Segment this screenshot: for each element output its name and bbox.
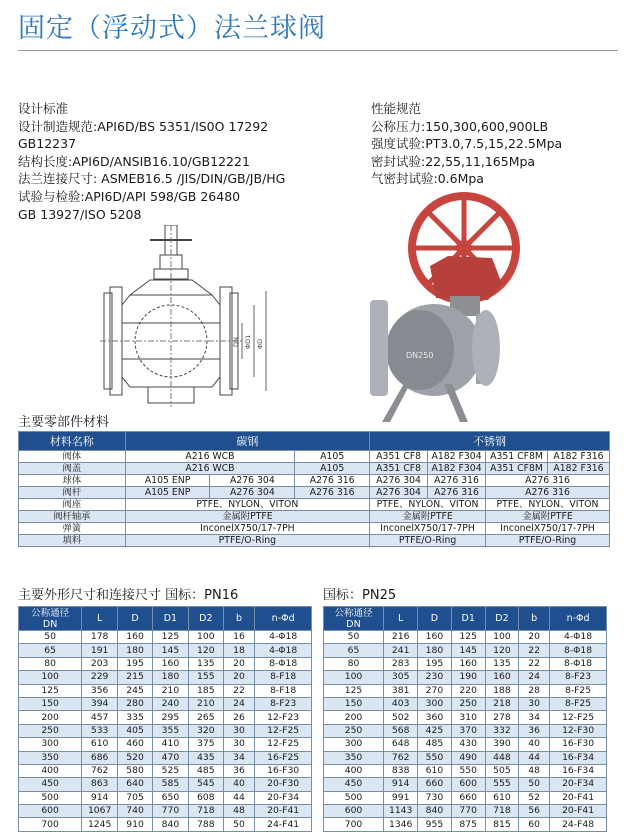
dims-heading-pn16: 主要外形尺寸和连接尺寸 国标：PN16 bbox=[18, 588, 239, 603]
standard-line: GB 13927/ISO 5208 bbox=[18, 206, 142, 222]
table-cell: 450 bbox=[19, 778, 82, 791]
table-cell: 580 bbox=[118, 764, 153, 777]
performance-line: 强度试验:PT3.0,7.5,15,22.5Mpa bbox=[371, 136, 563, 152]
drawing-label-dn: DN bbox=[232, 337, 240, 347]
table-cell: 210 bbox=[188, 697, 223, 710]
table-cell: 20 bbox=[223, 671, 255, 684]
table-cell: 240 bbox=[152, 697, 188, 710]
table-cell: 160 bbox=[152, 657, 188, 670]
table-cell: 160 bbox=[118, 631, 153, 644]
table-cell: 660 bbox=[451, 791, 485, 804]
table-cell: 160 bbox=[485, 671, 518, 684]
table-row bbox=[324, 724, 607, 737]
table-cell: 100 bbox=[485, 631, 518, 644]
table-cell: 195 bbox=[418, 657, 451, 670]
table-cell: 16-F30 bbox=[550, 738, 607, 751]
table-cell: 135 bbox=[485, 657, 518, 670]
table-cell: 36 bbox=[223, 764, 255, 777]
table-cell: 403 bbox=[384, 697, 418, 710]
table-cell: 8-F18 bbox=[255, 671, 312, 684]
table-cell: 150 bbox=[324, 697, 384, 710]
table-cell: 350 bbox=[19, 751, 82, 764]
table-cell: 65 bbox=[324, 644, 384, 657]
table-row bbox=[19, 671, 312, 684]
table-cell: 160 bbox=[418, 631, 451, 644]
table-cell: 16-F25 bbox=[255, 751, 312, 764]
table-cell: 8-F18 bbox=[255, 684, 312, 697]
table-cell: 65 bbox=[19, 644, 82, 657]
table-cell: 34 bbox=[519, 711, 550, 724]
table-cell: 12-F23 bbox=[255, 711, 312, 724]
table-cell: 863 bbox=[82, 778, 118, 791]
table-cell: 195 bbox=[118, 657, 153, 670]
table-cell: 44 bbox=[223, 791, 255, 804]
table-cell: 381 bbox=[384, 684, 418, 697]
table-cell: 120 bbox=[485, 644, 518, 657]
table-cell: 400 bbox=[324, 764, 384, 777]
table-cell: 16-F30 bbox=[255, 764, 312, 777]
table-row bbox=[324, 631, 607, 644]
table-cell: 660 bbox=[418, 778, 451, 791]
table-cell: 125 bbox=[152, 631, 188, 644]
table-cell: 610 bbox=[418, 764, 451, 777]
table-cell: 8-F23 bbox=[255, 697, 312, 710]
table-cell: 125 bbox=[324, 684, 384, 697]
table-row bbox=[19, 751, 312, 764]
table-row bbox=[324, 805, 607, 818]
table-cell: 350 bbox=[324, 751, 384, 764]
table-cell: 300 bbox=[19, 738, 82, 751]
table-cell: 400 bbox=[19, 764, 82, 777]
table-cell: 356 bbox=[82, 684, 118, 697]
table-row bbox=[19, 738, 312, 751]
table-cell: 815 bbox=[485, 818, 518, 831]
table-cell: 390 bbox=[485, 738, 518, 751]
table-cell: 12-F30 bbox=[550, 724, 607, 737]
table-cell: 120 bbox=[188, 644, 223, 657]
table-cell: 24-F41 bbox=[255, 818, 312, 831]
table-cell: 405 bbox=[118, 724, 153, 737]
table-cell: 24-F48 bbox=[550, 818, 607, 831]
table-cell: 332 bbox=[485, 724, 518, 737]
table-cell: 50 bbox=[324, 631, 384, 644]
table-cell: 8-F25 bbox=[550, 697, 607, 710]
table-cell: 230 bbox=[418, 671, 451, 684]
table-cell: 280 bbox=[118, 697, 153, 710]
table-cell: 370 bbox=[451, 724, 485, 737]
table-cell: 490 bbox=[451, 751, 485, 764]
table-row bbox=[324, 818, 607, 831]
performance-heading: 性能规范 bbox=[371, 101, 422, 116]
table-cell: 125 bbox=[451, 631, 485, 644]
table-row bbox=[19, 818, 312, 831]
table-cell: 145 bbox=[451, 644, 485, 657]
performance-specs bbox=[371, 100, 621, 188]
table-cell: 770 bbox=[152, 805, 188, 818]
table-cell: 250 bbox=[19, 724, 82, 737]
table-cell: 545 bbox=[188, 778, 223, 791]
table-cell: 505 bbox=[485, 764, 518, 777]
table-row bbox=[324, 657, 607, 670]
table-cell: 875 bbox=[451, 818, 485, 831]
table-row bbox=[324, 778, 607, 791]
table-cell: 502 bbox=[384, 711, 418, 724]
table-cell: 12-F25 bbox=[255, 738, 312, 751]
table-row bbox=[19, 724, 312, 737]
table-cell: 310 bbox=[451, 711, 485, 724]
table-row bbox=[19, 657, 312, 670]
table-cell: 40 bbox=[519, 738, 550, 751]
table-cell: 200 bbox=[324, 711, 384, 724]
design-standards-heading: 设计标准 bbox=[18, 101, 69, 116]
table-cell: 20-F30 bbox=[255, 778, 312, 791]
table-cell: 150 bbox=[19, 697, 82, 710]
table-cell: 145 bbox=[152, 644, 188, 657]
table-row bbox=[324, 738, 607, 751]
table-cell: 430 bbox=[451, 738, 485, 751]
table-cell: 533 bbox=[82, 724, 118, 737]
table-cell: 394 bbox=[82, 697, 118, 710]
table-cell: 200 bbox=[19, 711, 82, 724]
table-row bbox=[324, 671, 607, 684]
standard-line: 结构长度:API6D/ANSIB16.10/GB12221 bbox=[18, 153, 250, 169]
drawing-label-d1: ΦD1 bbox=[244, 334, 252, 349]
table-cell: 100 bbox=[324, 671, 384, 684]
table-cell: 22 bbox=[519, 644, 550, 657]
performance-line: 气密封试验:0.6Mpa bbox=[371, 171, 484, 187]
material-row: 球体 A105 ENP A276 304 A276 316 A276 304 A276 316 A276 316 bbox=[19, 475, 610, 487]
table-row bbox=[19, 697, 312, 710]
table-cell: 600 bbox=[451, 778, 485, 791]
table-cell: 12-F25 bbox=[255, 724, 312, 737]
table-cell: 1143 bbox=[384, 805, 418, 818]
table-cell: 215 bbox=[118, 671, 153, 684]
materials-table bbox=[18, 431, 610, 547]
table-cell: 305 bbox=[384, 671, 418, 684]
table-cell: 20 bbox=[223, 657, 255, 670]
table-cell: 335 bbox=[118, 711, 153, 724]
table-row bbox=[324, 764, 607, 777]
material-row: 弹簧 InconelX750/17-7PH InconelX750/17-7PH InconelX750/17-7PH bbox=[19, 523, 610, 535]
table-cell: 283 bbox=[384, 657, 418, 670]
table-cell: 500 bbox=[324, 791, 384, 804]
table-cell: 410 bbox=[152, 738, 188, 751]
table-cell: 20 bbox=[519, 631, 550, 644]
table-row bbox=[324, 751, 607, 764]
table-cell: 220 bbox=[451, 684, 485, 697]
table-cell: 585 bbox=[152, 778, 188, 791]
table-cell: 20-F41 bbox=[550, 791, 607, 804]
table-cell: 135 bbox=[188, 657, 223, 670]
table-cell: 16 bbox=[223, 631, 255, 644]
materials-heading: 主要零部件材料 bbox=[18, 415, 110, 430]
table-cell: 840 bbox=[152, 818, 188, 831]
table-cell: 188 bbox=[485, 684, 518, 697]
table-cell: 991 bbox=[384, 791, 418, 804]
table-cell: 8-Φ18 bbox=[550, 644, 607, 657]
table-cell: 216 bbox=[384, 631, 418, 644]
table-row bbox=[19, 805, 312, 818]
material-row: 阀盖 A216 WCB A105 A351 CF8 A182 F304 A351 CF8M A182 F316 bbox=[19, 463, 610, 475]
table-cell: 26 bbox=[223, 711, 255, 724]
table-cell: 125 bbox=[19, 684, 82, 697]
table-cell: 229 bbox=[82, 671, 118, 684]
design-standards bbox=[18, 100, 358, 223]
table-cell: 30 bbox=[519, 697, 550, 710]
table-cell: 8-F25 bbox=[550, 684, 607, 697]
table-row bbox=[19, 711, 312, 724]
table-cell: 650 bbox=[152, 791, 188, 804]
table-cell: 610 bbox=[82, 738, 118, 751]
table-cell: 24 bbox=[519, 671, 550, 684]
table-cell: 600 bbox=[324, 805, 384, 818]
table-cell: 718 bbox=[485, 805, 518, 818]
standard-line: 法兰连接尺寸: ASMEB16.5 /JIS/DIN/GB/JB/HG bbox=[18, 171, 286, 187]
table-cell: 762 bbox=[384, 751, 418, 764]
standard-line: 试验与检验:API6D/API 598/GB 26480 bbox=[18, 188, 241, 204]
table-cell: 16-F34 bbox=[550, 751, 607, 764]
table-cell: 460 bbox=[118, 738, 153, 751]
header-carbon-steel: 碳钢 bbox=[125, 432, 369, 451]
table-cell: 50 bbox=[19, 631, 82, 644]
table-cell: 4-Φ18 bbox=[550, 631, 607, 644]
table-cell: 50 bbox=[223, 818, 255, 831]
table-cell: 1245 bbox=[82, 818, 118, 831]
table-cell: 20-F34 bbox=[255, 791, 312, 804]
table-cell: 525 bbox=[152, 764, 188, 777]
table-row bbox=[324, 644, 607, 657]
table-cell: 18 bbox=[223, 644, 255, 657]
table-cell: 12-F25 bbox=[550, 711, 607, 724]
table-cell: 180 bbox=[418, 644, 451, 657]
table-cell: 52 bbox=[519, 791, 550, 804]
table-cell: 610 bbox=[485, 791, 518, 804]
table-cell: 485 bbox=[188, 764, 223, 777]
table-cell: 8-F23 bbox=[550, 671, 607, 684]
table-cell: 435 bbox=[188, 751, 223, 764]
table-cell: 700 bbox=[324, 818, 384, 831]
material-row: 阀杆轴承 金属附PTFE 金属附PTFE 金属附PTFE bbox=[19, 511, 610, 523]
table-cell: 762 bbox=[82, 764, 118, 777]
table-cell: 241 bbox=[384, 644, 418, 657]
table-cell: 448 bbox=[485, 751, 518, 764]
table-cell: 250 bbox=[451, 697, 485, 710]
table-cell: 40 bbox=[223, 778, 255, 791]
table-cell: 80 bbox=[19, 657, 82, 670]
table-cell: 730 bbox=[418, 791, 451, 804]
table-cell: 1067 bbox=[82, 805, 118, 818]
table-cell: 100 bbox=[188, 631, 223, 644]
table-cell: 600 bbox=[19, 805, 82, 818]
table-cell: 840 bbox=[418, 805, 451, 818]
table-cell: 250 bbox=[324, 724, 384, 737]
table-cell: 640 bbox=[118, 778, 153, 791]
table-cell: 30 bbox=[223, 738, 255, 751]
table-cell: 300 bbox=[418, 697, 451, 710]
material-row: 阀体 A216 WCB A105 A351 CF8 A182 F304 A351 CF8M A182 F316 bbox=[19, 451, 610, 463]
table-row bbox=[324, 684, 607, 697]
table-cell: 178 bbox=[82, 631, 118, 644]
table-cell: 190 bbox=[451, 671, 485, 684]
table-cell: 520 bbox=[118, 751, 153, 764]
table-cell: 555 bbox=[485, 778, 518, 791]
table-cell: 470 bbox=[152, 751, 188, 764]
table-cell: 155 bbox=[188, 671, 223, 684]
table-cell: 550 bbox=[451, 764, 485, 777]
table-cell: 740 bbox=[118, 805, 153, 818]
header-nominal-diameter: 公称通径 DN bbox=[19, 607, 82, 631]
table-cell: 160 bbox=[451, 657, 485, 670]
table-cell: 16-F34 bbox=[550, 764, 607, 777]
table-row bbox=[19, 631, 312, 644]
table-cell: 4-Φ18 bbox=[255, 644, 312, 657]
table-cell: 4-Φ18 bbox=[255, 631, 312, 644]
table-cell: 485 bbox=[418, 738, 451, 751]
table-cell: 788 bbox=[188, 818, 223, 831]
table-cell: 955 bbox=[418, 818, 451, 831]
table-row bbox=[324, 791, 607, 804]
table-cell: 718 bbox=[188, 805, 223, 818]
table-cell: 20-F34 bbox=[550, 778, 607, 791]
table-cell: 203 bbox=[82, 657, 118, 670]
table-cell: 914 bbox=[384, 778, 418, 791]
title-divider bbox=[18, 50, 618, 51]
table-cell: 278 bbox=[485, 711, 518, 724]
table-cell: 457 bbox=[82, 711, 118, 724]
table-cell: 450 bbox=[324, 778, 384, 791]
table-cell: 48 bbox=[519, 764, 550, 777]
table-cell: 705 bbox=[118, 791, 153, 804]
table-cell: 48 bbox=[223, 805, 255, 818]
drawing-label-d: ΦD bbox=[256, 338, 264, 349]
table-cell: 300 bbox=[324, 738, 384, 751]
material-row: 阀杆 A105 ENP A276 304 A276 316 A276 304 A276 316 A276 316 bbox=[19, 487, 610, 499]
material-row: 阀座 PTFE、NYLON、VITON PTFE、NYLON、VITON PTFE、NYLON、VITON bbox=[19, 499, 610, 511]
table-cell: 838 bbox=[384, 764, 418, 777]
table-cell: 30 bbox=[223, 724, 255, 737]
table-cell: 28 bbox=[519, 684, 550, 697]
performance-line: 密封试验:22,55,11,165Mpa bbox=[371, 153, 536, 169]
table-cell: 20-F41 bbox=[550, 805, 607, 818]
table-cell: 56 bbox=[519, 805, 550, 818]
table-cell: 100 bbox=[19, 671, 82, 684]
table-cell: 375 bbox=[188, 738, 223, 751]
table-cell: 210 bbox=[152, 684, 188, 697]
table-cell: 180 bbox=[152, 671, 188, 684]
table-cell: 34 bbox=[223, 751, 255, 764]
valve-photo bbox=[360, 190, 620, 425]
table-cell: 910 bbox=[118, 818, 153, 831]
table-cell: 265 bbox=[188, 711, 223, 724]
table-cell: 191 bbox=[82, 644, 118, 657]
table-row bbox=[19, 644, 312, 657]
valve-section-drawing bbox=[90, 225, 290, 410]
table-cell: 185 bbox=[188, 684, 223, 697]
table-cell: 50 bbox=[519, 778, 550, 791]
table-cell: 320 bbox=[188, 724, 223, 737]
table-cell: 60 bbox=[519, 818, 550, 831]
table-cell: 360 bbox=[418, 711, 451, 724]
table-cell: 22 bbox=[223, 684, 255, 697]
table-cell: 608 bbox=[188, 791, 223, 804]
table-cell: 648 bbox=[384, 738, 418, 751]
pn16-dimensions-table: 公称通径 DN L D D1 D2 b n-Φd 50 178 160 125 100 16 4-Φ18 65 191 180 145 120 18 4-Φ18 80 203 195 160 135 20 8-Φ18 100 229 215 180 155 20 8-F18 125 356 245 210 185 22 8-F18 150 394 280 240 210 24 8-F23 200 457 335 295 265 26 12-F23 250 533 405 355 320 30 12-F25 300 610 460 410 375 30 12-F25 350 686 520 470 435 34 16-F25 400 762 580 525 485 36 16-F30 450 863 640 585 545 40 20-F30 500 914 705 650 608 44 20-F34 600 1067 740 770 718 48 20-F41 700 1245 910 840 788 50 24-F41 bbox=[18, 606, 312, 832]
table-cell: 22 bbox=[519, 657, 550, 670]
table-cell: 245 bbox=[118, 684, 153, 697]
table-cell: 425 bbox=[418, 724, 451, 737]
table-cell: 700 bbox=[19, 818, 82, 831]
table-cell: 550 bbox=[418, 751, 451, 764]
table-cell: 8-Φ18 bbox=[550, 657, 607, 670]
table-row bbox=[19, 764, 312, 777]
page-title: 固定（浮动式）法兰球阀 bbox=[18, 13, 326, 44]
header-material-name: 材料名称 bbox=[19, 432, 126, 451]
table-cell: 270 bbox=[418, 684, 451, 697]
dims-heading-pn25: 国标：PN25 bbox=[323, 588, 397, 603]
table-cell: 914 bbox=[82, 791, 118, 804]
table-cell: 36 bbox=[519, 724, 550, 737]
header-stainless: 不锈钢 bbox=[370, 432, 610, 451]
table-row bbox=[19, 778, 312, 791]
table-cell: 180 bbox=[118, 644, 153, 657]
table-row bbox=[19, 684, 312, 697]
table-cell: 218 bbox=[485, 697, 518, 710]
table-cell: 8-Φ18 bbox=[255, 657, 312, 670]
table-cell: 80 bbox=[324, 657, 384, 670]
pn25-dimensions-table: 公称通径 DN L D D1 D2 b n-Φd 50 216 160 125 100 20 4-Φ18 65 241 180 145 120 22 8-Φ18 80 283 195 160 135 22 8-Φ18 100 305 230 190 160 24 8-F23 125 381 270 220 188 28 8-F25 150 403 300 250 218 30 8-F25 200 502 360 310 278 34 12-F25 250 568 425 370 332 36 12-F30 300 648 485 430 390 40 16-F30 350 762 550 490 448 44 16-F34 400 838 610 550 505 48 16-F34 450 914 660 600 555 50 20-F34 500 991 730 660 610 52 20-F41 600 1143 840 770 718 56 20-F41 700 1346 955 875 815 60 24-F48 bbox=[323, 606, 607, 832]
table-row bbox=[19, 791, 312, 804]
table-cell: 1346 bbox=[384, 818, 418, 831]
table-cell: 20-F41 bbox=[255, 805, 312, 818]
header-nominal-diameter: 公称通径 DN bbox=[324, 607, 384, 631]
table-cell: 295 bbox=[152, 711, 188, 724]
table-cell: 770 bbox=[451, 805, 485, 818]
table-row bbox=[324, 697, 607, 710]
table-cell: 24 bbox=[223, 697, 255, 710]
material-row: 填料 PTFE/O-Ring PTFE/O-Ring PTFE/O-Ring bbox=[19, 535, 610, 547]
table-cell: 568 bbox=[384, 724, 418, 737]
standard-line: 设计制造规范:API6D/BS 5351/IS0O 17292 bbox=[18, 118, 269, 134]
performance-line: 公称压力:150,300,600,900LB bbox=[371, 118, 549, 134]
photo-size-label: DN250 bbox=[406, 351, 434, 360]
table-row bbox=[324, 711, 607, 724]
table-cell: 500 bbox=[19, 791, 82, 804]
standard-line: GB12237 bbox=[18, 136, 77, 152]
table-cell: 355 bbox=[152, 724, 188, 737]
table-cell: 44 bbox=[519, 751, 550, 764]
table-cell: 686 bbox=[82, 751, 118, 764]
